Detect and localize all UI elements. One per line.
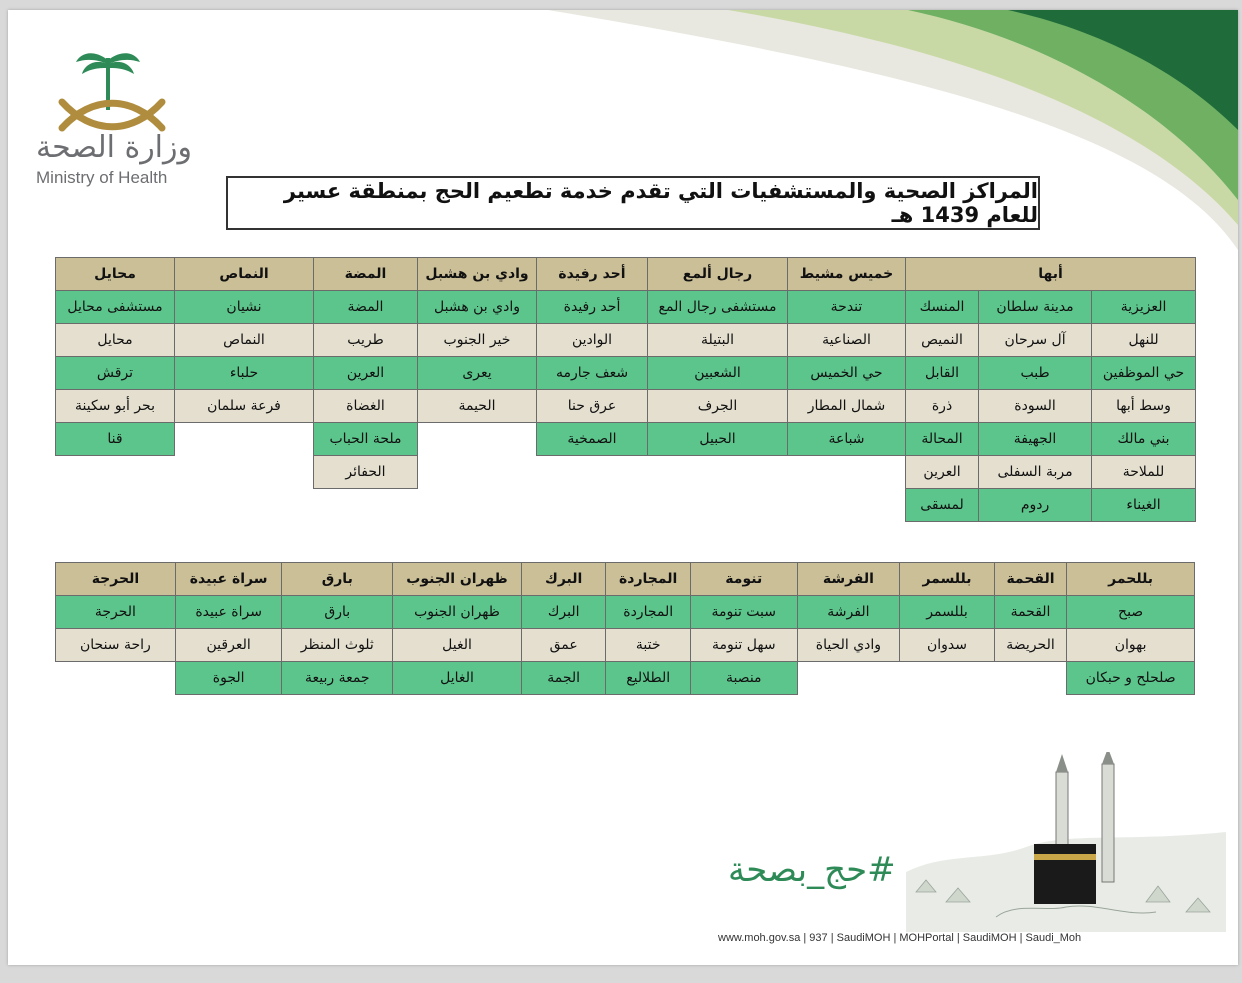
column-header: أحد رفيدة <box>537 258 648 291</box>
empty-cell <box>648 489 788 522</box>
column-header: بللحمر <box>1067 563 1195 596</box>
facility-cell: القابل <box>906 357 979 390</box>
facility-cell: راحة سنحان <box>56 629 176 662</box>
facility-cell: أحد رفيدة <box>537 291 648 324</box>
facility-cell: للملاحة <box>1092 456 1196 489</box>
facility-cell: مربة السفلى <box>979 456 1092 489</box>
column-header: ظهران الجنوب <box>393 563 522 596</box>
table-row <box>56 662 1195 695</box>
facility-cell: ذرة <box>906 390 979 423</box>
facility-cell: وادي بن هشبل <box>418 291 537 324</box>
empty-cell <box>994 662 1066 695</box>
facility-cell: بارق <box>282 596 393 629</box>
facility-cell: ردوم <box>979 489 1092 522</box>
facility-cell: المحالة <box>906 423 979 456</box>
column-header: تنومة <box>690 563 797 596</box>
facility-cell: سهل تنومة <box>690 629 797 662</box>
facility-cell: النماص <box>175 324 314 357</box>
table-row <box>56 456 1196 489</box>
facility-cell: قنا <box>56 423 175 456</box>
facility-cell: الشعبين <box>648 357 788 390</box>
facility-cell: العرين <box>906 456 979 489</box>
facility-cell: سبت تنومة <box>690 596 797 629</box>
facility-cell: يعرى <box>418 357 537 390</box>
facility-cell: المنسك <box>906 291 979 324</box>
table-row <box>56 596 1195 629</box>
facility-cell: ثلوث المنظر <box>282 629 393 662</box>
facility-cell: القحمة <box>994 596 1066 629</box>
facility-cell: الحرجة <box>56 596 176 629</box>
column-header: المجاردة <box>606 563 691 596</box>
table-row <box>56 629 1195 662</box>
footer-contacts: www.moh.gov.sa | 937 | SaudiMOH | MOHPortal | SaudiMOH | Saudi_Moh <box>718 932 1082 944</box>
facility-cell: شعف جارمه <box>537 357 648 390</box>
logo-name-english: Ministry of Health <box>36 168 168 187</box>
column-header: رجال ألمع <box>648 258 788 291</box>
facility-cell: الحبيل <box>648 423 788 456</box>
facility-cell: مدينة سلطان <box>979 291 1092 324</box>
table-row <box>56 489 1196 522</box>
asir-table-2 <box>55 562 1195 695</box>
facility-cell: الغضاة <box>314 390 418 423</box>
column-header: بارق <box>282 563 393 596</box>
empty-cell <box>537 456 648 489</box>
facility-cell: شباعة <box>788 423 906 456</box>
empty-cell <box>537 489 648 522</box>
facility-cell: ظهران الجنوب <box>393 596 522 629</box>
facility-cell: منصبة <box>690 662 797 695</box>
column-header: الحرجة <box>56 563 176 596</box>
table-header-row <box>56 563 1195 596</box>
facility-cell: الجرف <box>648 390 788 423</box>
table-row <box>56 390 1196 423</box>
facility-cell: للنهل <box>1092 324 1196 357</box>
empty-cell <box>56 662 176 695</box>
empty-cell <box>56 489 175 522</box>
column-header: القحمة <box>994 563 1066 596</box>
facility-cell: محايل <box>56 324 175 357</box>
facility-cell: الغيل <box>393 629 522 662</box>
empty-cell <box>175 489 314 522</box>
empty-cell <box>788 456 906 489</box>
facility-cell: عرق حنا <box>537 390 648 423</box>
kaaba-illustration <box>906 752 1226 932</box>
facility-cell: الحيمة <box>418 390 537 423</box>
facility-cell: شمال المطار <box>788 390 906 423</box>
facility-cell: سدوان <box>900 629 995 662</box>
facility-cell: تندحة <box>788 291 906 324</box>
hajj-hashtag: #حج_بصحة <box>728 850 896 890</box>
facility-cell: وادي الحياة <box>797 629 900 662</box>
facility-cell: الجمة <box>521 662 606 695</box>
page-title: المراكز الصحية والمستشفيات التي تقدم خدمة تطعيم الحج بمنطقة عسير للعام 1439 هـ <box>226 176 1040 230</box>
facility-cell: ملحة الحباب <box>314 423 418 456</box>
facility-cell: ترقش <box>56 357 175 390</box>
facility-cell: صبح <box>1067 596 1195 629</box>
facility-cell: الجوة <box>175 662 282 695</box>
facility-cell: العرين <box>314 357 418 390</box>
poster-page <box>8 10 1238 965</box>
facility-cell: العرقين <box>175 629 282 662</box>
facility-cell: سراة عبيدة <box>175 596 282 629</box>
column-header: الفرشة <box>797 563 900 596</box>
table-header-row <box>56 258 1196 291</box>
facility-cell: الطلاليع <box>606 662 691 695</box>
facility-cell: الصناعية <box>788 324 906 357</box>
column-header: وادي بن هشبل <box>418 258 537 291</box>
facility-cell: الغيناء <box>1092 489 1196 522</box>
facility-cell: الجهيفة <box>979 423 1092 456</box>
column-header: المضة <box>314 258 418 291</box>
facility-cell: عمق <box>521 629 606 662</box>
facility-cell: المضة <box>314 291 418 324</box>
facility-cell: مستشفى محايل <box>56 291 175 324</box>
column-header: بللسمر <box>900 563 995 596</box>
facility-cell: الوادين <box>537 324 648 357</box>
facility-cell: جمعة ربيعة <box>282 662 393 695</box>
empty-cell <box>175 423 314 456</box>
table-row <box>56 291 1196 324</box>
column-header: أبها <box>906 258 1196 291</box>
facility-cell: طبب <box>979 357 1092 390</box>
empty-cell <box>418 489 537 522</box>
logo-name-arabic: وزارة الصحة <box>36 130 192 165</box>
facility-cell: السودة <box>979 390 1092 423</box>
facility-cell: نشيان <box>175 291 314 324</box>
facility-cell: البرك <box>521 596 606 629</box>
column-header: خميس مشيط <box>788 258 906 291</box>
facility-cell: النميص <box>906 324 979 357</box>
facility-cell: وسط أبها <box>1092 390 1196 423</box>
empty-cell <box>56 456 175 489</box>
facility-cell: بحر أبو سكينة <box>56 390 175 423</box>
facility-cell: الصمخية <box>537 423 648 456</box>
facility-cell: المجاردة <box>606 596 691 629</box>
facility-cell: بهوان <box>1067 629 1195 662</box>
facility-cell: حلباء <box>175 357 314 390</box>
facility-cell: حي الموظفين <box>1092 357 1196 390</box>
facility-cell: العزيزية <box>1092 291 1196 324</box>
facility-cell: فرعة سلمان <box>175 390 314 423</box>
kaaba-icon <box>1034 844 1096 904</box>
empty-cell <box>314 489 418 522</box>
table-row <box>56 324 1196 357</box>
facility-cell: الفرشة <box>797 596 900 629</box>
facility-cell: الحفائر <box>314 456 418 489</box>
column-header: البرك <box>521 563 606 596</box>
empty-cell <box>900 662 995 695</box>
facility-cell: آل سرحان <box>979 324 1092 357</box>
facility-cell: الغايل <box>393 662 522 695</box>
table-row <box>56 357 1196 390</box>
facility-cell: البتيلة <box>648 324 788 357</box>
empty-cell <box>788 489 906 522</box>
facility-cell: طريب <box>314 324 418 357</box>
decorative-swoosh <box>8 10 1238 270</box>
facility-cell: صلحلح و حبكان <box>1067 662 1195 695</box>
empty-cell <box>648 456 788 489</box>
column-header: محايل <box>56 258 175 291</box>
column-header: النماص <box>175 258 314 291</box>
facility-cell: الحريضة <box>994 629 1066 662</box>
empty-cell <box>175 456 314 489</box>
table-row <box>56 423 1196 456</box>
facility-cell: لمسقى <box>906 489 979 522</box>
facility-cell: حي الخميس <box>788 357 906 390</box>
facility-cell: بللسمر <box>900 596 995 629</box>
facility-cell: خير الجنوب <box>418 324 537 357</box>
empty-cell <box>418 456 537 489</box>
asir-table-1 <box>55 257 1196 522</box>
crossed-swords-icon <box>62 102 162 128</box>
facility-cell: بني مالك <box>1092 423 1196 456</box>
empty-cell <box>797 662 900 695</box>
facility-cell: ختبة <box>606 629 691 662</box>
facility-cell: مستشفى رجال المع <box>648 291 788 324</box>
empty-cell <box>418 423 537 456</box>
column-header: سراة عبيدة <box>175 563 282 596</box>
